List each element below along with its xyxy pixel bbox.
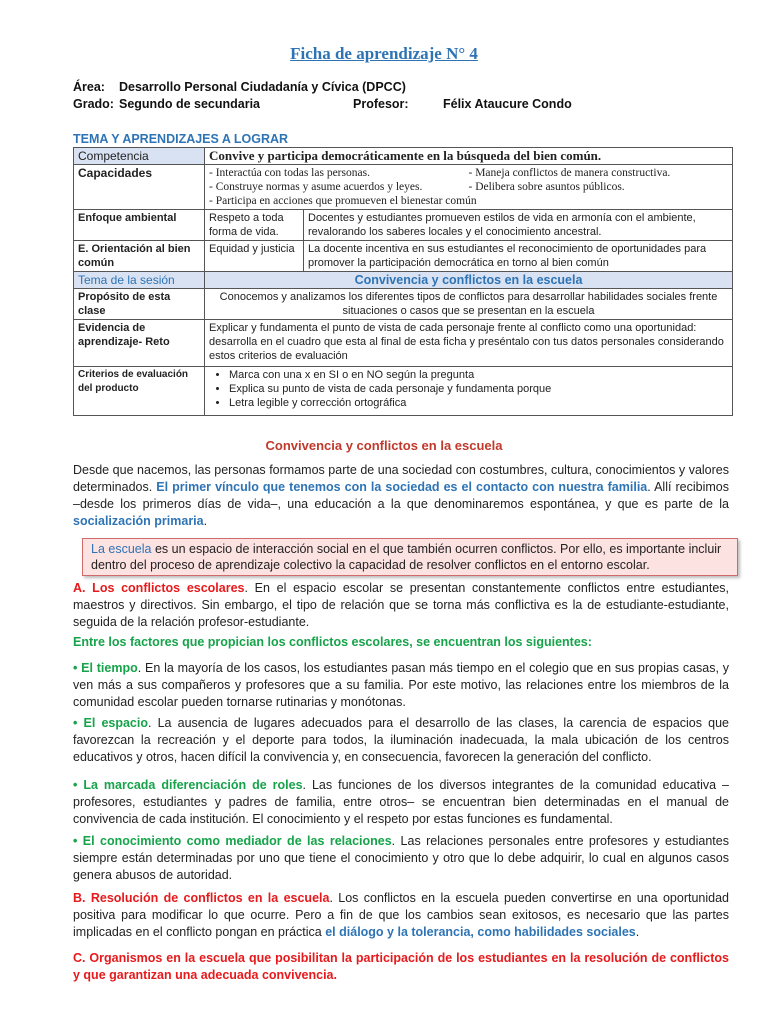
bullet-espacio-title: • El espacio [73, 716, 148, 730]
section-b-title: B. Resolución de conflictos en la escuela [73, 891, 330, 905]
section-b [73, 890, 729, 941]
section-b-end: . [635, 925, 640, 939]
bullet-tiempo-text: . En la mayoría de los casos, los estudiantes pasan más tiempo en el colegio que en sus propias casas, y ven más a sus compañeros y profesores que a su familia. Por este motivo, las relaciones entre los miembros de la comunidad escolar pueden tornarse rutinarias y monótonas. [73, 661, 730, 709]
proposito-value: Conocemos y analizamos los diferentes tipos de conflictos para desarrollar habilidades sociales frente situaciones o casos que se presentan en la escuela [205, 289, 733, 320]
criterios-cell [205, 367, 733, 416]
tema-sesion-label: Tema de la sesión [74, 272, 205, 289]
bullet-tiempo-title: • El tiempo [73, 661, 138, 675]
section-a-text: . En el espacio escolar se presentan constantemente conflictos entre estudiantes, maestros y directivos. Sin embargo, el tipo de relación que se torna más conflictiva es la de estudiante-estudiante, seguida de la relación profesor-estudiante. [73, 581, 730, 629]
orientacion-label: E. Orientación al bien común [74, 241, 205, 272]
callout-text: es un espacio de interacción social en el que también ocurren conflictos. Por ello, es importante incluir dentro del proceso de aprendizaje colectivo la capacidad de resolver conflictos en el entorno escolar. [91, 542, 722, 572]
intro-paragraph [73, 462, 729, 530]
capacidades-label: Capacidades [74, 165, 205, 210]
capacidades-cell [205, 165, 733, 210]
bullet-roles [73, 777, 729, 828]
bullet-roles-text: . Las funciones de los diversos integrantes de la comunidad educativa – profesores, estudiantes y padres de familia, entre otros– se encuentran bien determinadas en el manual de convivencia de cada institución. El conocimiento y el respeto por estas funciones es fundamental. [73, 778, 729, 826]
callout-box [82, 538, 738, 576]
criterio-item: • Marca con una x en SI o en NO según la pregunta [229, 368, 728, 382]
intro-text: Desde que nacemos, las personas formamos parte de una sociedad con costumbres, cultura, conocimientos y valores determinados. [73, 463, 729, 494]
grado-value: Segundo de secundaria [119, 97, 261, 111]
competencia-label: Competencia [74, 148, 205, 165]
capacidad-item: - Interactúa con todas las personas. [209, 167, 370, 179]
proposito-label: Propósito de esta clase [74, 289, 205, 320]
content-subtitle: Convivencia y conflictos en la escuela [265, 438, 503, 453]
evidencia-label: Evidencia de aprendizaje- Reto [74, 320, 205, 367]
orientacion-desc: La docente incentiva en sus estudiantes el reconocimiento de oportunidades para promover la participación democrática en torno al bien común [304, 241, 733, 272]
enfoque-label: Enfoque ambiental [74, 210, 205, 241]
enfoque-desc: Docentes y estudiantes promueven estilos de vida en armonía con el ambiente, revalorando los saberes locales y el conocimiento ancestral. [304, 210, 733, 241]
factores-heading: Entre los factores que propician los conflictos escolares, se encuentran los siguientes: [73, 635, 592, 649]
callout-highlight: La escuela [91, 542, 152, 556]
learning-table [73, 147, 733, 416]
capacidad-item: - Participa en acciones que promueven el bienestar común [209, 195, 477, 207]
bullet-espacio [73, 715, 729, 766]
section-b-text: . Los conflictos en la escuela pueden convertirse en una oportunidad positiva para modificar lo que ocurre. Pero a fin de que los cambios sean exitosos, es necesario que las partes implicadas en el conflicto pongan en práctica [73, 891, 729, 939]
criterio-item: • Letra legible y corrección ortográfica [229, 396, 728, 410]
section-a-title: A. Los conflictos escolares [73, 581, 245, 595]
page-title: Ficha de aprendizaje N° 4 [290, 44, 478, 63]
profesor-value: Félix Ataucure Condo [443, 97, 572, 111]
socializacion-highlight: socialización primaria [73, 514, 204, 528]
section-b-highlight: el diálogo y la tolerancia, como habilidades sociales [325, 925, 636, 939]
area-label: Área: [73, 80, 105, 94]
intro-end: . [203, 514, 208, 528]
bullet-espacio-text: . La ausencia de lugares adecuados para el desarrollo de las clases, la carencia de espacios que favorezcan la recreación y el deporte para todos, la iluminación inadecuada, la mala ubicación de los centros educativos y otros, hacen difícil la convivencia y, en consecuencia, favorecen la generación del conflicto. [73, 716, 729, 764]
criterios-label: Criterios de evaluación del producto [74, 367, 205, 416]
capacidad-item: - Maneja conflictos de manera constructiva. [468, 167, 671, 179]
profesor-label: Profesor: [353, 97, 409, 111]
section-a [73, 580, 729, 631]
area-value: Desarrollo Personal Ciudadanía y Cívica (DPCC) [119, 80, 406, 94]
competencia-value: Convive y participa democráticamente en la búsqueda del bien común. [205, 148, 733, 165]
bullet-tiempo [73, 660, 729, 711]
bullet-conocimiento [73, 833, 729, 884]
enfoque-value: Respeto a toda forma de vida. [205, 210, 304, 241]
bullet-conocimiento-title: • El conocimiento como mediador de las relaciones [73, 834, 392, 848]
evidencia-value: Explicar y fundamenta el punto de vista de cada personaje frente al conflicto como una oportunidad: desarrolla en el cuadro que esta al final de esta ficha y preséntalo con tus datos personales considerando estos criterios de evaluación [205, 320, 733, 367]
capacidad-item: - Construye normas y asume acuerdos y leyes. [209, 181, 423, 193]
intro-highlight: El primer vínculo que tenemos con la sociedad es el contacto con nuestra familia [156, 480, 648, 494]
criterio-item: • Explica su punto de vista de cada personaje y fundamenta porque [229, 382, 728, 396]
intro-text-2: . Allí recibimos –desde los primeros días de vida–, una educación a la que denominaremos espontánea, y que es parte de la [73, 480, 729, 511]
grado-label: Grado: [73, 97, 114, 111]
tema-sesion-value: Convivencia y conflictos en la escuela [205, 272, 733, 289]
bullet-roles-title: • La marcada diferenciación de roles [73, 778, 303, 792]
capacidad-item: - Delibera sobre asuntos públicos. [468, 181, 625, 193]
orientacion-value: Equidad y justicia [205, 241, 304, 272]
section-c-title: C. Organismos en la escuela que posibilitan la participación de los estudiantes en la resolución de conflictos y que garantizan una adecuada convivencia. [73, 951, 729, 982]
bullet-conocimiento-text: . Las relaciones personales entre profesores y estudiantes siempre están determinadas por uno que tiene el conocimiento y otro que lo debe adquirir, lo cual en algunos casos genera abusos de autoridad. [73, 834, 729, 882]
tema-heading: TEMA Y APRENDIZAJES A LOGRAR [73, 132, 289, 146]
